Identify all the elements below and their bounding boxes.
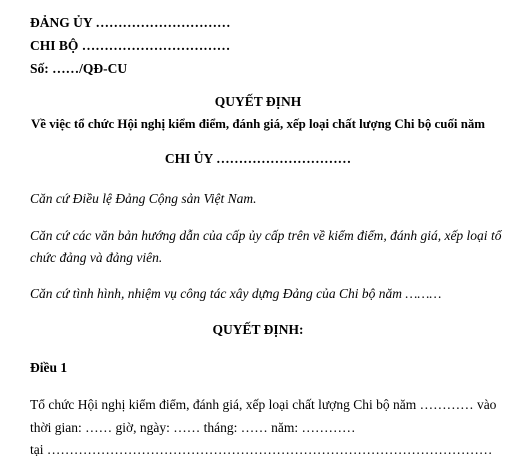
decision-subject: Về việc tổ chức Hội nghị kiểm điểm, đánh giá, xếp loại chất lượng Chi bộ cuối năm — [30, 117, 486, 131]
article-1-line: tại ……………………………………………………………………………………… — [30, 442, 493, 457]
article-1-line: thời gian: …… giờ, ngày: …… tháng: …… năm: ………… — [30, 420, 356, 435]
basis-charter: Căn cứ Điều lệ Đảng Cộng sản Việt Nam. — [30, 191, 257, 206]
party-cell-line: CHI BỘ …………………………… — [30, 38, 231, 53]
basis-situation: Căn cứ tình hình, nhiệm vụ công tác xây dựng Đảng của Chi bộ năm ……… — [30, 286, 442, 301]
party-committee-line: ĐẢNG ỦY ………………………… — [30, 15, 231, 30]
article-1-title: Điều 1 — [30, 360, 68, 375]
decision-heading: QUYẾT ĐỊNH: — [212, 322, 304, 337]
decision-title: QUYẾT ĐỊNH — [214, 94, 302, 109]
basis-guidance-continued: chức đảng và đảng viên. — [30, 250, 163, 265]
issuer-line: CHI ỦY ………………………… — [164, 151, 352, 166]
basis-guidance: Căn cứ các văn bản hướng dẫn của cấp ủy cấp trên về kiểm điểm, đánh giá, xếp loại tổ — [30, 228, 502, 243]
document-number: Số: ……/QĐ-CU — [30, 61, 128, 76]
article-1-line: Tổ chức Hội nghị kiểm điểm, đánh giá, xếp loại chất lượng Chi bộ năm ………… vào — [30, 397, 497, 412]
